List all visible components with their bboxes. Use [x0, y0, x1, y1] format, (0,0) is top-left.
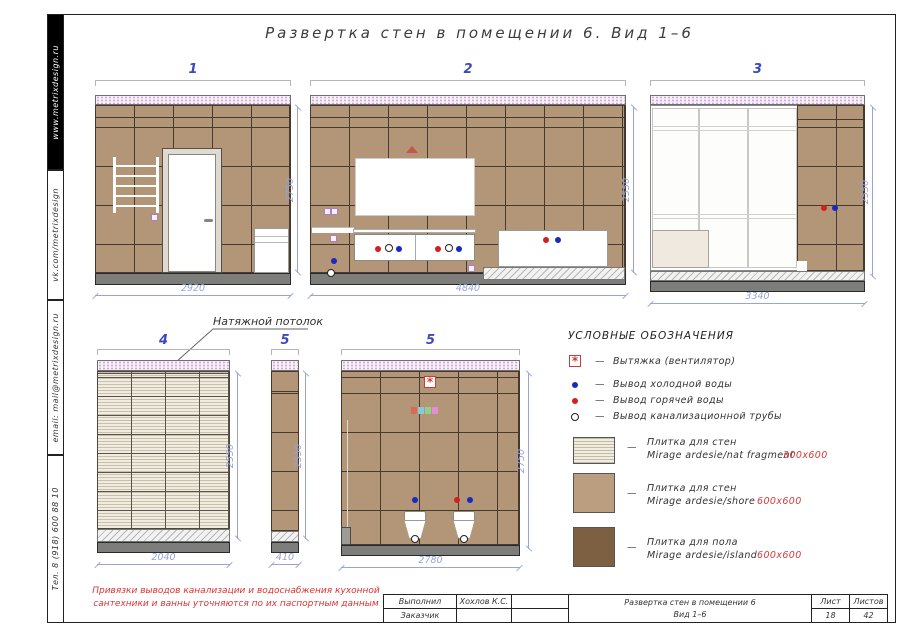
- page-title: Развертка стен в помещении 6. Вид 1–6: [265, 24, 694, 42]
- countertop-left: [312, 227, 354, 233]
- tile-3-model: Mirage ardesie/island: [647, 550, 758, 561]
- view-4-height-dim: 2550: [237, 373, 238, 539]
- sheets-value: 42: [849, 609, 887, 622]
- switch-icon: [425, 407, 431, 414]
- stretch-ceiling-strip: [95, 95, 291, 105]
- door-frame: [162, 148, 222, 273]
- view-5-wide-width-dim: 2780: [341, 567, 520, 568]
- view-1-width-dim: 2920: [95, 295, 291, 296]
- legend-dash: —: [595, 395, 605, 406]
- view-3-width-dim: 3340: [650, 303, 865, 304]
- view-5-narrow-number-line: [271, 349, 299, 350]
- legend-cold-label: Вывод холодной воды: [613, 379, 733, 390]
- tile-1-name: Плитка для стен: [647, 437, 737, 448]
- view-3-number-line: [650, 80, 865, 81]
- titleblock-customer-value: [456, 609, 511, 622]
- wall-hung-toilet: [403, 511, 427, 539]
- stretch-ceiling-strip: [271, 360, 299, 371]
- titleblock-row2-label: Заказчик: [400, 611, 440, 620]
- sewer-pipe-circle: [385, 244, 393, 252]
- bath-apron-hatch: [483, 267, 625, 280]
- cold-water-dot: [412, 497, 418, 503]
- tile-2-name: Плитка для стен: [647, 483, 737, 494]
- view-4-number: 4: [158, 333, 169, 348]
- view-1-height-dim: 2750: [297, 107, 298, 273]
- vk-text: vk.com/metrixdesign: [51, 188, 60, 282]
- stretch-ceiling-strip: [97, 360, 230, 371]
- doc-title-line2: Вид 1–6: [673, 609, 707, 619]
- wardrobe-door: [748, 108, 797, 268]
- fan-icon: *: [424, 376, 436, 388]
- cold-water-dot: [467, 497, 473, 503]
- outlet-icon: [331, 208, 338, 215]
- view-5-narrow-height-dim: 2550: [305, 373, 306, 539]
- tile-2-model: Mirage ardesie/shore: [647, 496, 756, 507]
- title-block: [383, 594, 888, 623]
- sewer-pipe-circle: [445, 244, 453, 252]
- view-1: [95, 62, 296, 307]
- sidebar-phone: [47, 455, 64, 623]
- view-4-number-line: [97, 349, 230, 350]
- hot-water-dot: [572, 398, 578, 404]
- wall-hung-bidet: [452, 511, 476, 539]
- email-text: email: mail@metrixdesign.ru: [51, 312, 60, 443]
- cold-water-dot: [572, 382, 578, 388]
- outlet-icon: [151, 214, 158, 221]
- legend-dash: —: [595, 379, 605, 390]
- vanity-cabinet: [354, 234, 475, 261]
- wardrobe-line: [652, 126, 797, 131]
- switch-icon: [418, 407, 424, 414]
- tile-1-model: Mirage ardesie/nat fragment: [647, 450, 795, 461]
- view-2-height-dim: 2550: [633, 107, 634, 273]
- ceiling-label: Натяжной потолок: [213, 315, 323, 328]
- cold-water-dot: [456, 246, 462, 252]
- view-2-number: 2: [463, 62, 473, 77]
- website-text: www.metrixdesign.ru: [51, 44, 60, 140]
- plinth-hatch: [271, 531, 299, 542]
- red-note: Привязки выводов канализации и водоснабжения кухонной сантехники и ванны уточняются по их паспортным данным: [92, 586, 380, 609]
- legend-dash: —: [627, 488, 637, 499]
- hot-water-dot: [375, 246, 381, 252]
- sconce-icon: [406, 146, 418, 153]
- hot-water-dot: [821, 205, 827, 211]
- sidebar-email: [47, 300, 64, 455]
- sheet-label: Лист: [811, 595, 849, 609]
- sidebar-vk: [47, 170, 64, 300]
- cabinet: [254, 228, 289, 273]
- view-5-wide-number-line: [341, 349, 520, 350]
- sidebar-website: [47, 14, 64, 170]
- legend-dash: —: [627, 442, 637, 453]
- towel-rail: [113, 157, 159, 213]
- hot-water-dot: [543, 237, 549, 243]
- door-handle: [204, 219, 213, 222]
- cabinet: [652, 230, 709, 268]
- hot-water-dot: [435, 246, 441, 252]
- sewer-pipe-circle: [327, 269, 335, 277]
- sewer-pipe-circle: [411, 535, 419, 543]
- wall-tiles: [797, 105, 865, 271]
- view-3-number: 3: [752, 62, 763, 77]
- sewer-pipe-circle: [571, 413, 579, 421]
- wall-edge-line: [347, 420, 348, 528]
- view-4-width-dim: 2040: [97, 564, 230, 565]
- view-5-wide: [341, 333, 527, 583]
- doc-title-line1: Развертка стен в помещении 6: [624, 597, 756, 607]
- legend-dash: —: [627, 542, 637, 553]
- tile-swatch-nat-fragment: [573, 437, 615, 464]
- view-5-narrow-width-dim: 410: [271, 564, 299, 565]
- plinth-hatch: [650, 271, 865, 281]
- mirror: [355, 158, 475, 216]
- titleblock-doc-title: [568, 595, 811, 622]
- legend-sewer-label: Вывод канализационной трубы: [613, 411, 782, 422]
- cold-water-dot: [555, 237, 561, 243]
- sewer-pipe-circle: [460, 535, 468, 543]
- door-leaf: [168, 154, 216, 272]
- view-2-number-line: [310, 80, 626, 81]
- plinth-hatch: [97, 529, 230, 542]
- tile-1-size: 300x600: [783, 450, 828, 461]
- view-2-width-dim: 4840: [310, 295, 626, 296]
- view-5-narrow: [271, 333, 304, 578]
- view-1-number-line: [95, 80, 291, 81]
- legend-header: УСЛОВНЫЕ ОБОЗНАЧЕНИЯ: [568, 330, 734, 342]
- phone-text: Тел. 8 (918) 600 88 10: [51, 487, 60, 591]
- legend: [565, 325, 895, 585]
- view-3: [650, 62, 871, 312]
- view-1-number: 1: [188, 62, 198, 77]
- titleblock-empty-cell: [511, 609, 568, 622]
- view-5-wide-height-dim: 2750: [528, 373, 529, 549]
- legend-dash: —: [595, 356, 605, 367]
- vanity-divider: [415, 235, 416, 260]
- wall-tiles-light: [97, 371, 230, 529]
- fan-icon: *: [569, 355, 581, 367]
- titleblock-executor: Хохлов К.С.: [456, 595, 511, 609]
- cold-water-dot: [396, 246, 402, 252]
- tile-swatch-island: [573, 527, 615, 567]
- outlet-icon: [330, 235, 337, 242]
- tile-swatch-shore: [573, 473, 615, 513]
- cabinet-line: [255, 242, 288, 243]
- switch-icon: [432, 407, 438, 414]
- bathtub: [498, 230, 608, 267]
- sheet-value: 18: [811, 609, 849, 622]
- cold-water-dot: [331, 258, 337, 264]
- hot-water-dot: [454, 497, 460, 503]
- tile-notch: [797, 261, 807, 271]
- stretch-ceiling-strip: [341, 360, 520, 371]
- view-5-narrow-number: 5: [280, 333, 290, 348]
- stretch-ceiling-strip: [310, 95, 626, 105]
- titleblock-row1-label: Выполнил: [384, 595, 456, 609]
- view-5-wide-number: 5: [425, 333, 436, 348]
- cold-water-dot: [832, 205, 838, 211]
- legend-hot-label: Вывод горячей воды: [613, 395, 724, 406]
- titleblock-empty-cell: [511, 595, 568, 609]
- legend-dash: —: [595, 411, 605, 422]
- view-3-height-dim: 2550: [872, 107, 873, 277]
- view-2: [310, 62, 632, 307]
- tile-3-size: 600x600: [757, 550, 802, 561]
- wall-tiles: [341, 371, 520, 545]
- stretch-ceiling-strip: [650, 95, 865, 105]
- tile-2-size: 600x600: [757, 496, 802, 507]
- legend-fan-label: Вытяжка (вентилятор): [613, 356, 736, 367]
- sheets-label: Листов: [849, 595, 887, 609]
- switch-icon: [411, 407, 417, 414]
- outlet-icon: [468, 265, 475, 272]
- partition-block: [341, 527, 351, 545]
- vanity-countertop: [353, 229, 476, 233]
- wardrobe-line: [652, 214, 797, 219]
- cabinet-line: [255, 236, 288, 237]
- tile-3-name: Плитка для пола: [647, 537, 738, 548]
- view-4: [97, 333, 236, 578]
- outlet-icon: [324, 208, 331, 215]
